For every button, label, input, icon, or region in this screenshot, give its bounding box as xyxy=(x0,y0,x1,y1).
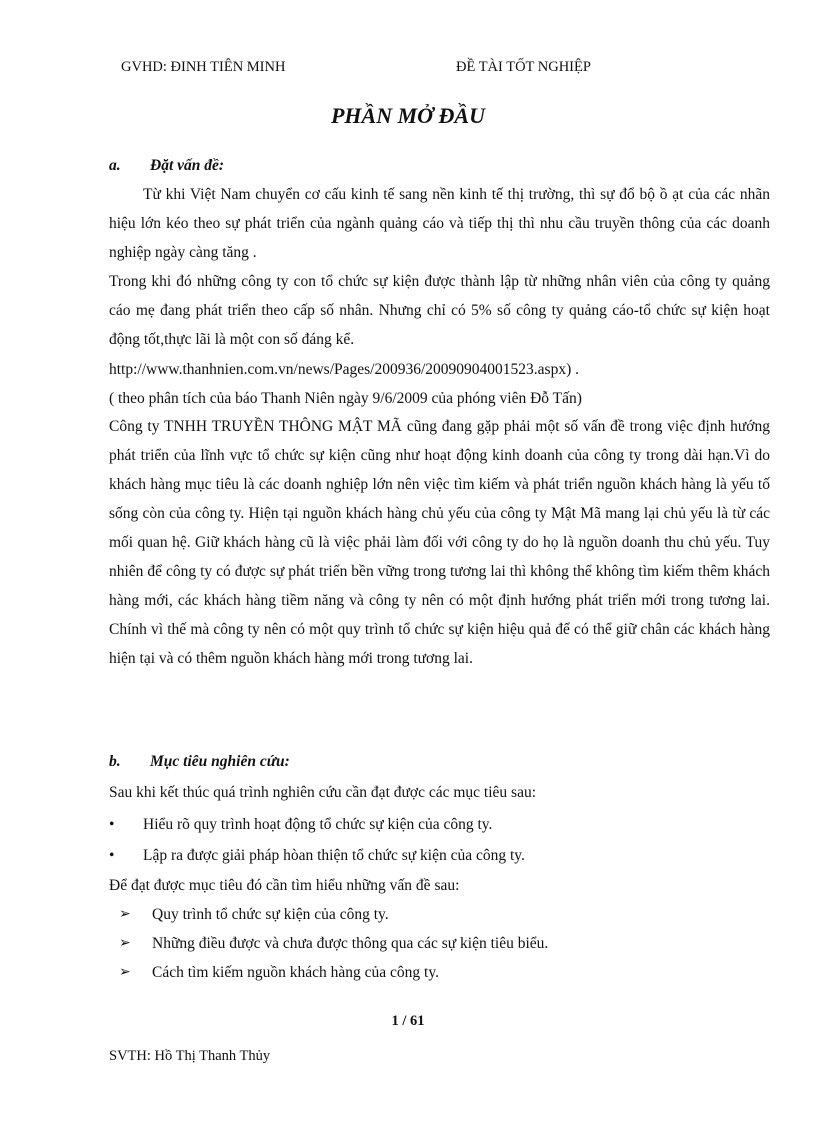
header-thesis-label: ĐỀ TÀI TỐT NGHIỆP xyxy=(456,59,591,75)
section-b-label: b. xyxy=(109,753,121,770)
bullet-icon: • xyxy=(109,847,115,864)
section-a-paragraph-3: Công ty TNHH TRUYỀN THÔNG MẬT MÃ cũng đang gặp phải một số vấn đề trong việc định hướng phát triển của lĩnh vực tổ chức sự kiện cũng như hoạt động kinh doanh của công ty trong dài hạn.Vì do khách hàng mục tiêu là các doanh nghiệp lớn nên việc tìm kiếm và phát triển nguồn khách hàng là yếu tố sống còn của công ty. Hiện tại nguồn khách hàng chủ yếu của công ty Mật Mã mang lại chủ yếu là từ các mối quan hệ. Giữ khách hàng cũ là việc phải làm đối với công ty do họ là nguồn doanh thu chủ yếu. Tuy nhiên để công ty có được sự phát triển bền vững trong tương lai thì không thể không tìm kiếm thêm khách hàng mới, các khách hàng tiềm năng và công ty nên có một định hướng phát triển mới trong tương lai. Chính vì thế mà công ty nên có một quy trình tổ chức sự kiện hiệu quả để có thể giữ chân các khách hàng hiện tại và có thêm nguồn khách hàng mới trong tương lai. xyxy=(109,418,770,667)
section-b-title: Mục tiêu nghiên cứu: xyxy=(150,753,290,770)
source-url: http://www.thanhnien.com.vn/news/Pages/200936/20090904001523.aspx) . xyxy=(109,361,579,378)
header-advisor: GVHD: ĐINH TIÊN MINH xyxy=(121,59,286,75)
section-b-intro-2: Để đạt được mục tiêu đó cần tìm hiểu những vấn đề sau: xyxy=(109,877,460,894)
arrow-bullet-icon: ➢ xyxy=(119,907,131,922)
section-a-paragraph-1: Từ khi Việt Nam chuyển cơ cấu kinh tế sang nền kinh tế thị trường, thì sự đổ bộ ồ ạt của các nhãn hiệu lớn kéo theo sự phát triển của ngành quảng cáo và tiếp thị thì nhu cầu truyền thông của các doanh nghiệp ngày càng tăng . xyxy=(109,186,770,261)
footer-student: SVTH: Hồ Thị Thanh Thủy xyxy=(109,1048,271,1064)
source-citation: ( theo phân tích của báo Thanh Niên ngày 9/6/2009 của phóng viên Đỗ Tấn) xyxy=(109,390,582,407)
section-a-paragraph-2: Trong khi đó những công ty con tổ chức sự kiện được thành lập từ những nhân viên của công ty quảng cáo mẹ đang phát triển theo cấp số nhân. Nhưng chỉ có 5% số công ty quảng cáo-tổ chức sự kiện hoạt động tốt,thực lãi là một con số đáng kể. xyxy=(109,273,770,348)
arrow-bullet-icon: ➢ xyxy=(119,965,131,980)
page-title: PHẦN MỞ ĐẦU xyxy=(330,103,485,128)
section-b-intro: Sau khi kết thúc quá trình nghiên cứu cần đạt được các mục tiêu sau: xyxy=(109,784,537,801)
section-a-label: a. xyxy=(109,157,121,174)
page-number: 1 / 61 xyxy=(391,1013,425,1029)
section-a-title: Đặt vấn đề: xyxy=(150,157,225,174)
bullet-icon: • xyxy=(109,816,115,833)
arrow-bullet-icon: ➢ xyxy=(119,936,131,951)
